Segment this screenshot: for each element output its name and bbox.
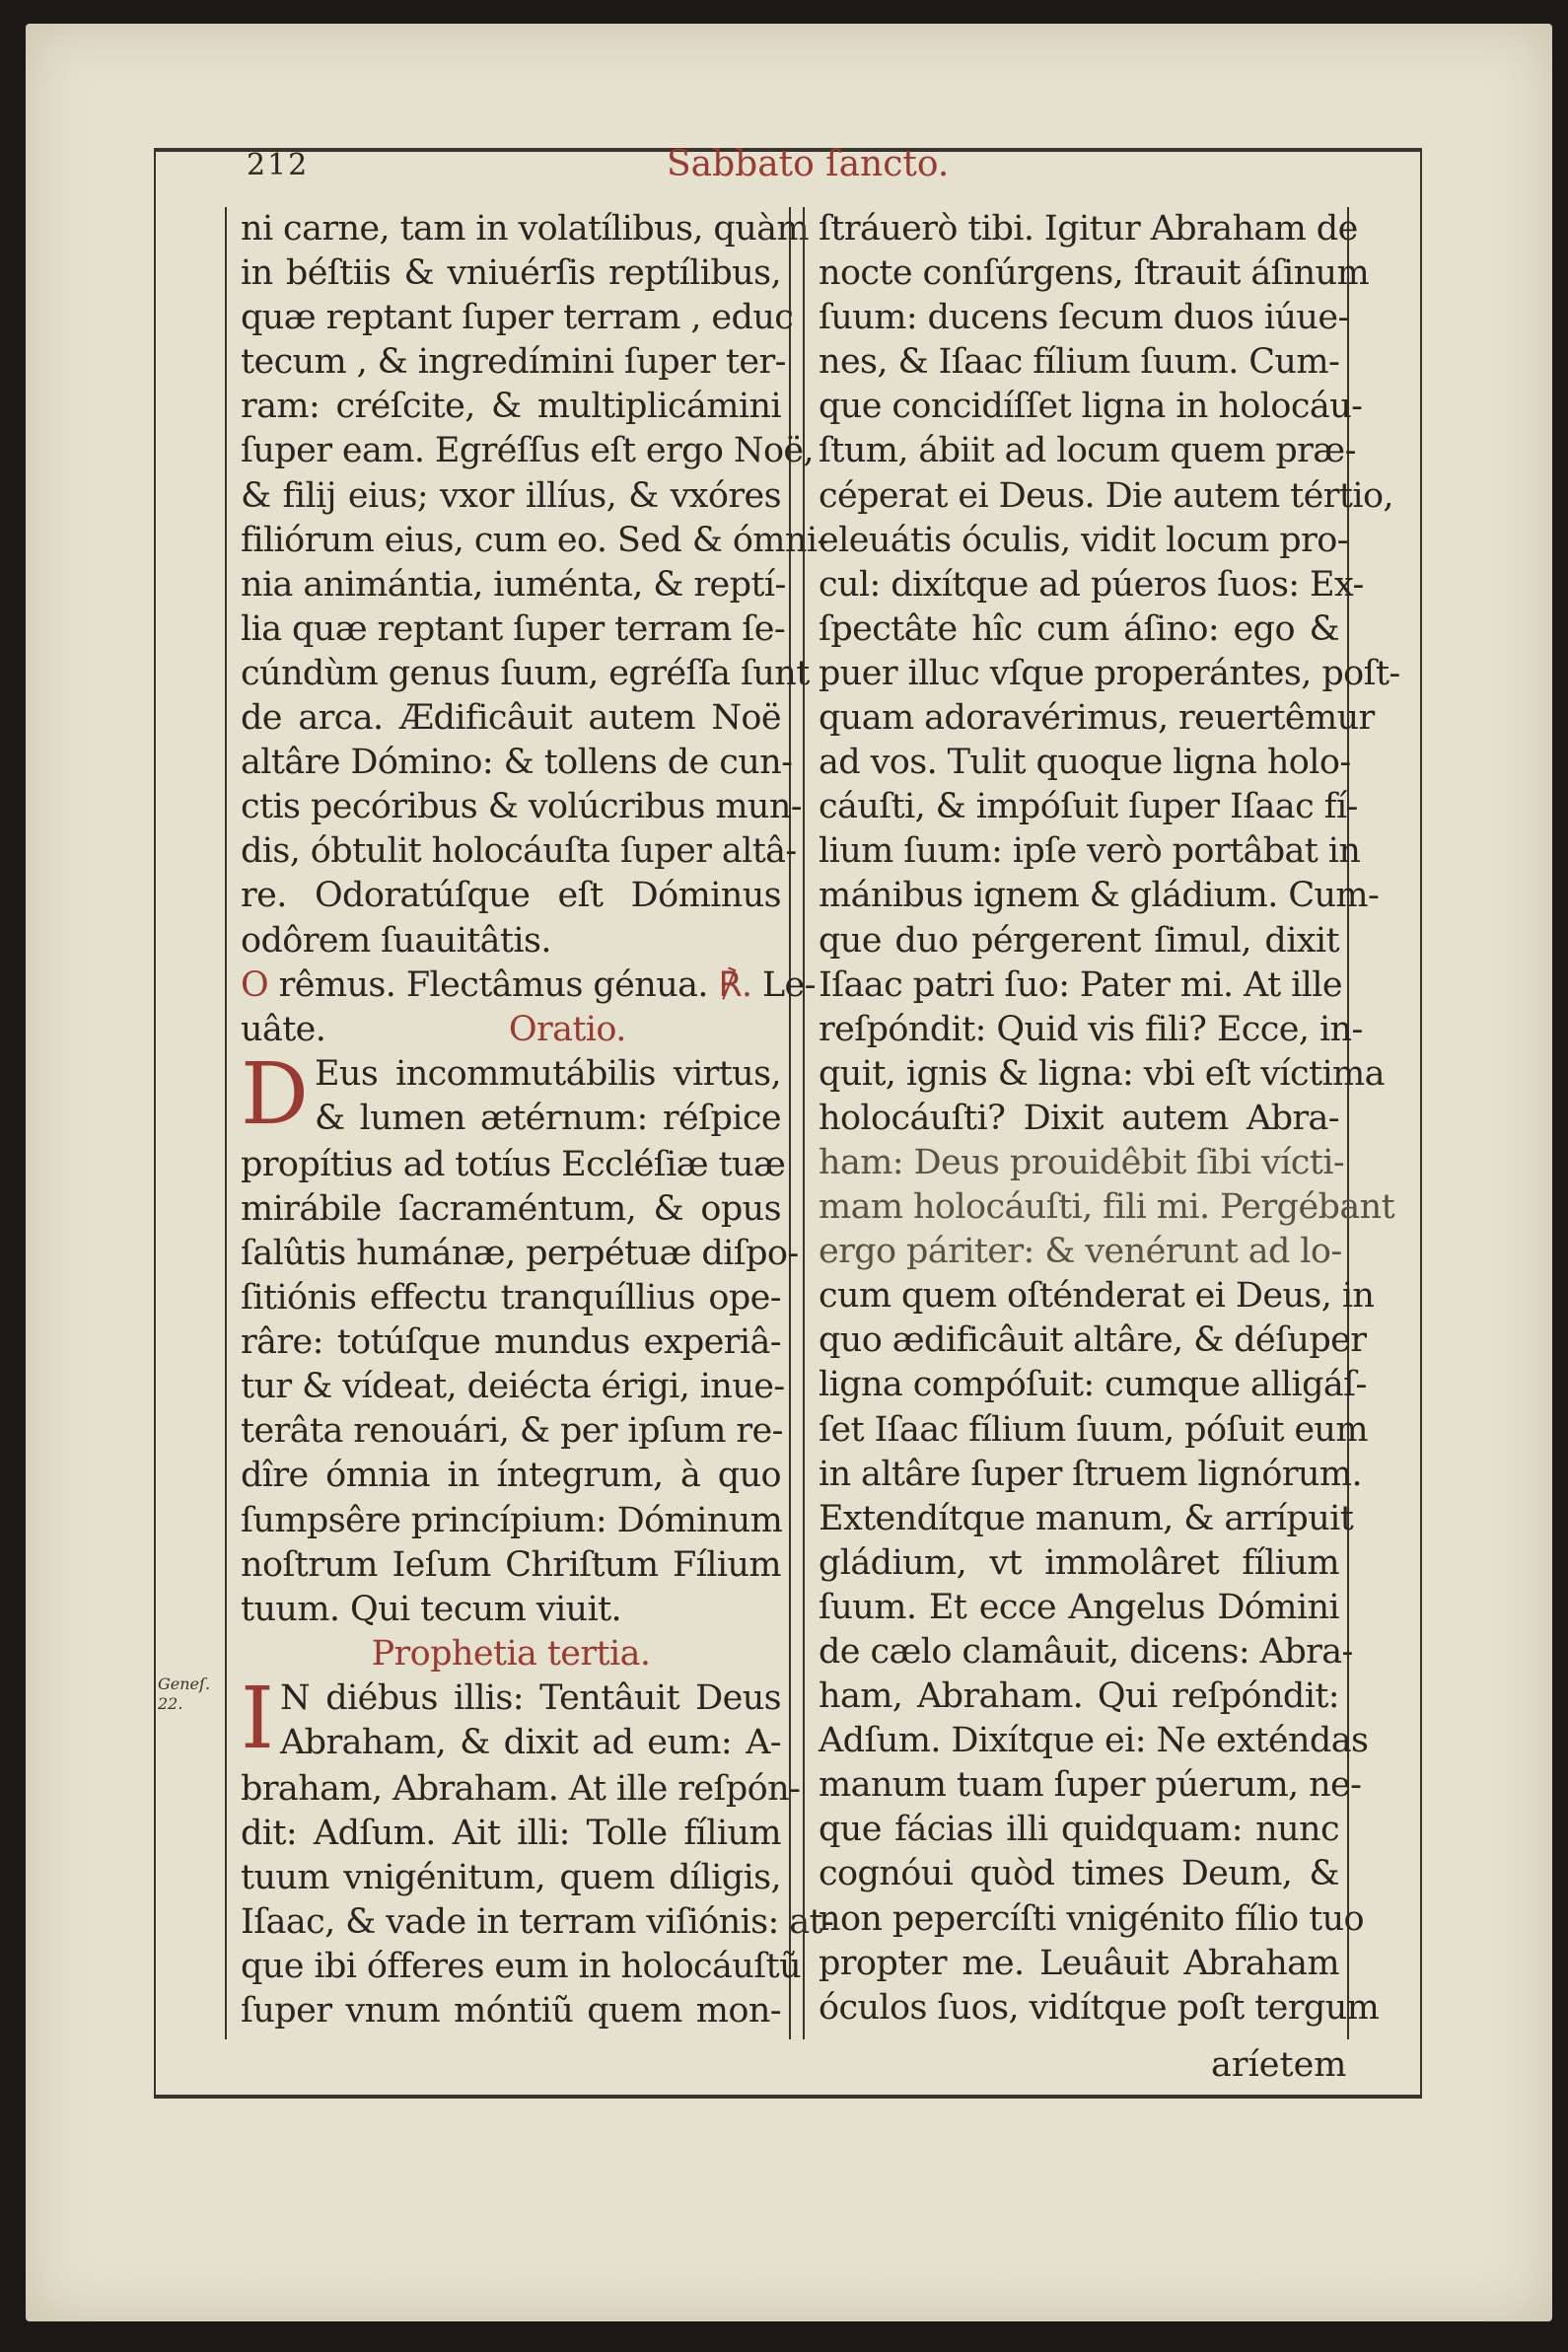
prophetia-heading: Prophetia tertia.: [371, 1633, 651, 1674]
prayer-block: [241, 1044, 799, 1632]
text-line: râre: totúſque mundus experiâ-: [241, 1322, 781, 1363]
catchword: aríetem: [1211, 2045, 1347, 2085]
text-line: quam adoravérimus, reuertêmur: [819, 698, 1375, 739]
text-line: de arca. Ædificâuit autem Noë: [241, 698, 781, 739]
text-line: ſtráuerò tibi. Igitur Abraham de: [819, 209, 1358, 249]
text-line: dit: Adſum. Ait illi: Tolle fílium: [241, 1814, 781, 1853]
text-line: & filij eius; vxor illíus, & vxóres: [241, 475, 781, 516]
text-line: ſalûtis humánæ, perpétuæ diſpo-: [241, 1233, 799, 1273]
text-line: tuum. Qui tecum viuit.: [241, 1589, 622, 1629]
levate-line: [241, 1008, 781, 1052]
text-line: ſuper vnum móntiũ quem mon-: [241, 1991, 781, 2031]
text-line: Iſaac patri ſuo: Pater mi. At ille: [819, 964, 1342, 1005]
text-line: reſpóndit: Quid vis fili? Ecce, in-: [819, 1009, 1363, 1049]
text-line: ſet Iſaac fílium ſuum, póſuit eum: [819, 1409, 1368, 1450]
oremus-text: rêmus. Flectâmus génua.: [268, 964, 708, 1005]
text-line: nocte conſúrgens, ſtrauit áſinum: [819, 253, 1370, 294]
text-line: ni carne, tam in volatílibus, quàm: [241, 209, 809, 249]
left-column: [225, 207, 834, 2039]
text-line: mirábile ſacraméntum, & opus: [241, 1188, 781, 1229]
margin-note-chapter: 22.: [158, 1694, 183, 1713]
margin-note: [158, 1675, 210, 1714]
text-line: braham, Abraham. At ille reſpón-: [241, 1768, 801, 1809]
text-line: ſuum. Et ecce Angelus Dómini: [819, 1587, 1339, 1627]
text-line: cúndùm genus ſuum, egréſſa ſunt: [241, 653, 810, 693]
text-line: Extendítque manum, & arrípuit: [819, 1498, 1354, 1538]
text-line: altâre Dómino: & tollens de cun-: [241, 743, 793, 783]
text-line: Iſaac, & vade in terram viſiónis: at-: [241, 1902, 834, 1943]
text-line: dis, óbtulit holocáuſta ſuper altâ-: [241, 831, 797, 872]
text-line: que fácias illi quidquam: nunc: [819, 1810, 1339, 1850]
text-line: ſuper eam. Egréſſus eſt ergo Noë,: [241, 431, 815, 471]
text-line: que concidíſſet ligna in holocáu-: [819, 387, 1363, 427]
text-line: cognóui quòd times Deum, &: [819, 1854, 1339, 1894]
text-line: mánibus ignem & gládium. Cum-: [819, 876, 1380, 916]
text-line: lia quæ reptant ſuper terram ſe-: [241, 608, 786, 649]
text-line: odôrem ſuauitâtis.: [241, 920, 551, 961]
prophetia-line: Abraham, & dixit ad eum: A-: [279, 1723, 781, 1762]
text-line: ſpectâte hîc cum áſino: ego &: [819, 608, 1339, 649]
text-line: non pepercíſti vnigénito fílio tuo: [819, 1898, 1365, 1939]
text-line: de cælo clamâuit, dicens: Abra-: [819, 1632, 1353, 1672]
text-line: óculos ſuos, vidítque poſt tergum: [819, 1987, 1380, 2028]
prayer-line: Eus incommutábilis virtus,: [314, 1053, 781, 1094]
right-text-block: [819, 207, 1400, 2031]
text-line: eleuátis óculis, vidit locum pro-: [819, 520, 1348, 560]
footer-rule: [154, 2097, 1422, 2099]
margin-note-book: Geneſ.: [158, 1675, 211, 1693]
text-line: quæ reptant ſuper terram , educ: [241, 298, 794, 338]
text-line: tecum , & ingredímini ſuper ter-: [241, 342, 786, 383]
prayer-line: & lumen ætérnum: réſpice: [314, 1098, 781, 1138]
text-line: mam holocáuſti, fili mi. Pergébant: [819, 1187, 1395, 1228]
prophetia-line: N diébus illis: Tentâuit Deus: [279, 1677, 781, 1718]
text-line: nes, & Iſaac fílium ſuum. Cum-: [819, 342, 1340, 383]
prayer-lines: [241, 1143, 799, 1632]
text-line: ſuum: ducens ſecum duos iúue-: [819, 298, 1349, 338]
text-line: holocáuſti? Dixit autem Abra-: [819, 1098, 1339, 1138]
text-line: in béſtiis & vniuérſis reptílibus,: [241, 253, 781, 294]
text-line: ſtum, ábiit ad locum quem præ-: [819, 431, 1356, 471]
prophetia-lines: [241, 1767, 834, 2034]
page-number: 212: [247, 148, 310, 182]
text-line: lium ſuum: ipſe verò portâbat in: [819, 831, 1361, 872]
text-line: ram: créſcite, & multiplicámini: [241, 387, 781, 427]
prophetia-dropcap: I: [241, 1669, 274, 1768]
text-line: que duo pérgerent ſimul, dixit: [819, 920, 1339, 961]
text-line: que ibi ófferes eum in holocáuſtũ: [241, 1947, 802, 1987]
oremus-initial: O: [241, 964, 269, 1005]
text-line: ad vos. Tulit quoque ligna holo-: [819, 743, 1351, 783]
levate-a: Le-: [761, 964, 816, 1005]
right-column: [803, 207, 1400, 2039]
oremus-line: [241, 963, 816, 1008]
text-line: ligna compóſuit: cumque alligáſ-: [819, 1365, 1367, 1405]
text-line: in altâre ſuper ſtruem lignórum.: [819, 1454, 1363, 1494]
text-line: dîre ómnia in íntegrum, à quo: [241, 1456, 781, 1496]
levate-b: uâte.: [241, 1009, 326, 1049]
text-line: manum tuam ſuper púerum, ne-: [819, 1765, 1362, 1806]
text-line: Adſum. Dixítque ei: Ne exténdas: [819, 1721, 1369, 1761]
prayer-dropcap: D: [241, 1044, 309, 1144]
text-line: ham, Abraham. Qui reſpóndit:: [819, 1676, 1339, 1717]
oratio-heading: Oratio.: [508, 1009, 626, 1049]
text-line: ergo páriter: & venérunt ad lo-: [819, 1232, 1342, 1272]
text-line: cum quem oſténderat ei Deus, in: [819, 1276, 1375, 1317]
text-line: céperat ei Deus. Die autem tértio,: [819, 475, 1393, 516]
text-line: cáuſti, & impóſuit ſuper Iſaac fí-: [819, 787, 1358, 827]
running-title: Sabbato ſancto.: [667, 144, 950, 184]
text-line: puer illuc vſque properántes, poſt-: [819, 653, 1400, 693]
text-line: ſitiónis effectu tranquíllius ope-: [241, 1278, 781, 1319]
text-line: ctis pecóribus & volúcribus mun-: [241, 787, 803, 827]
response-symbol: ℟.: [718, 964, 752, 1005]
text-line: quit, ignis & ligna: vbi eſt víctima: [819, 1053, 1385, 1094]
text-line: tuum vnigénitum, quem díligis,: [241, 1858, 781, 1898]
text-line: filiórum eius, cum eo. Sed & ómni-: [241, 520, 828, 560]
text-line: quo ædificâuit altâre, & déſuper: [819, 1320, 1367, 1361]
text-line: terâta renouári, & per ipſum re-: [241, 1411, 783, 1452]
text-line: propter me. Leuâuit Abraham: [819, 1943, 1339, 1983]
text-line: propítius ad totíus Eccléſiæ tuæ: [241, 1144, 786, 1184]
left-text-block: [241, 207, 828, 963]
text-line: nia animántia, iuménta, & reptí-: [241, 564, 786, 605]
text-line: cul: dixítque ad púeros ſuos: Ex-: [819, 564, 1364, 605]
text-line: re. Odoratúſque eſt Dóminus: [241, 876, 781, 916]
text-line: gládium, vt immolâret fílium: [819, 1542, 1339, 1583]
text-line: ſumpsêre princípium: Dóminum: [241, 1500, 783, 1540]
text-line: tur & vídeat, deiécta érigi, inue-: [241, 1367, 785, 1407]
text-line: noſtrum Ieſum Chriſtum Fílium: [241, 1544, 781, 1585]
prophetia-block: [241, 1669, 834, 2034]
text-line: ham: Deus prouidêbit ſibi vícti-: [819, 1142, 1345, 1182]
